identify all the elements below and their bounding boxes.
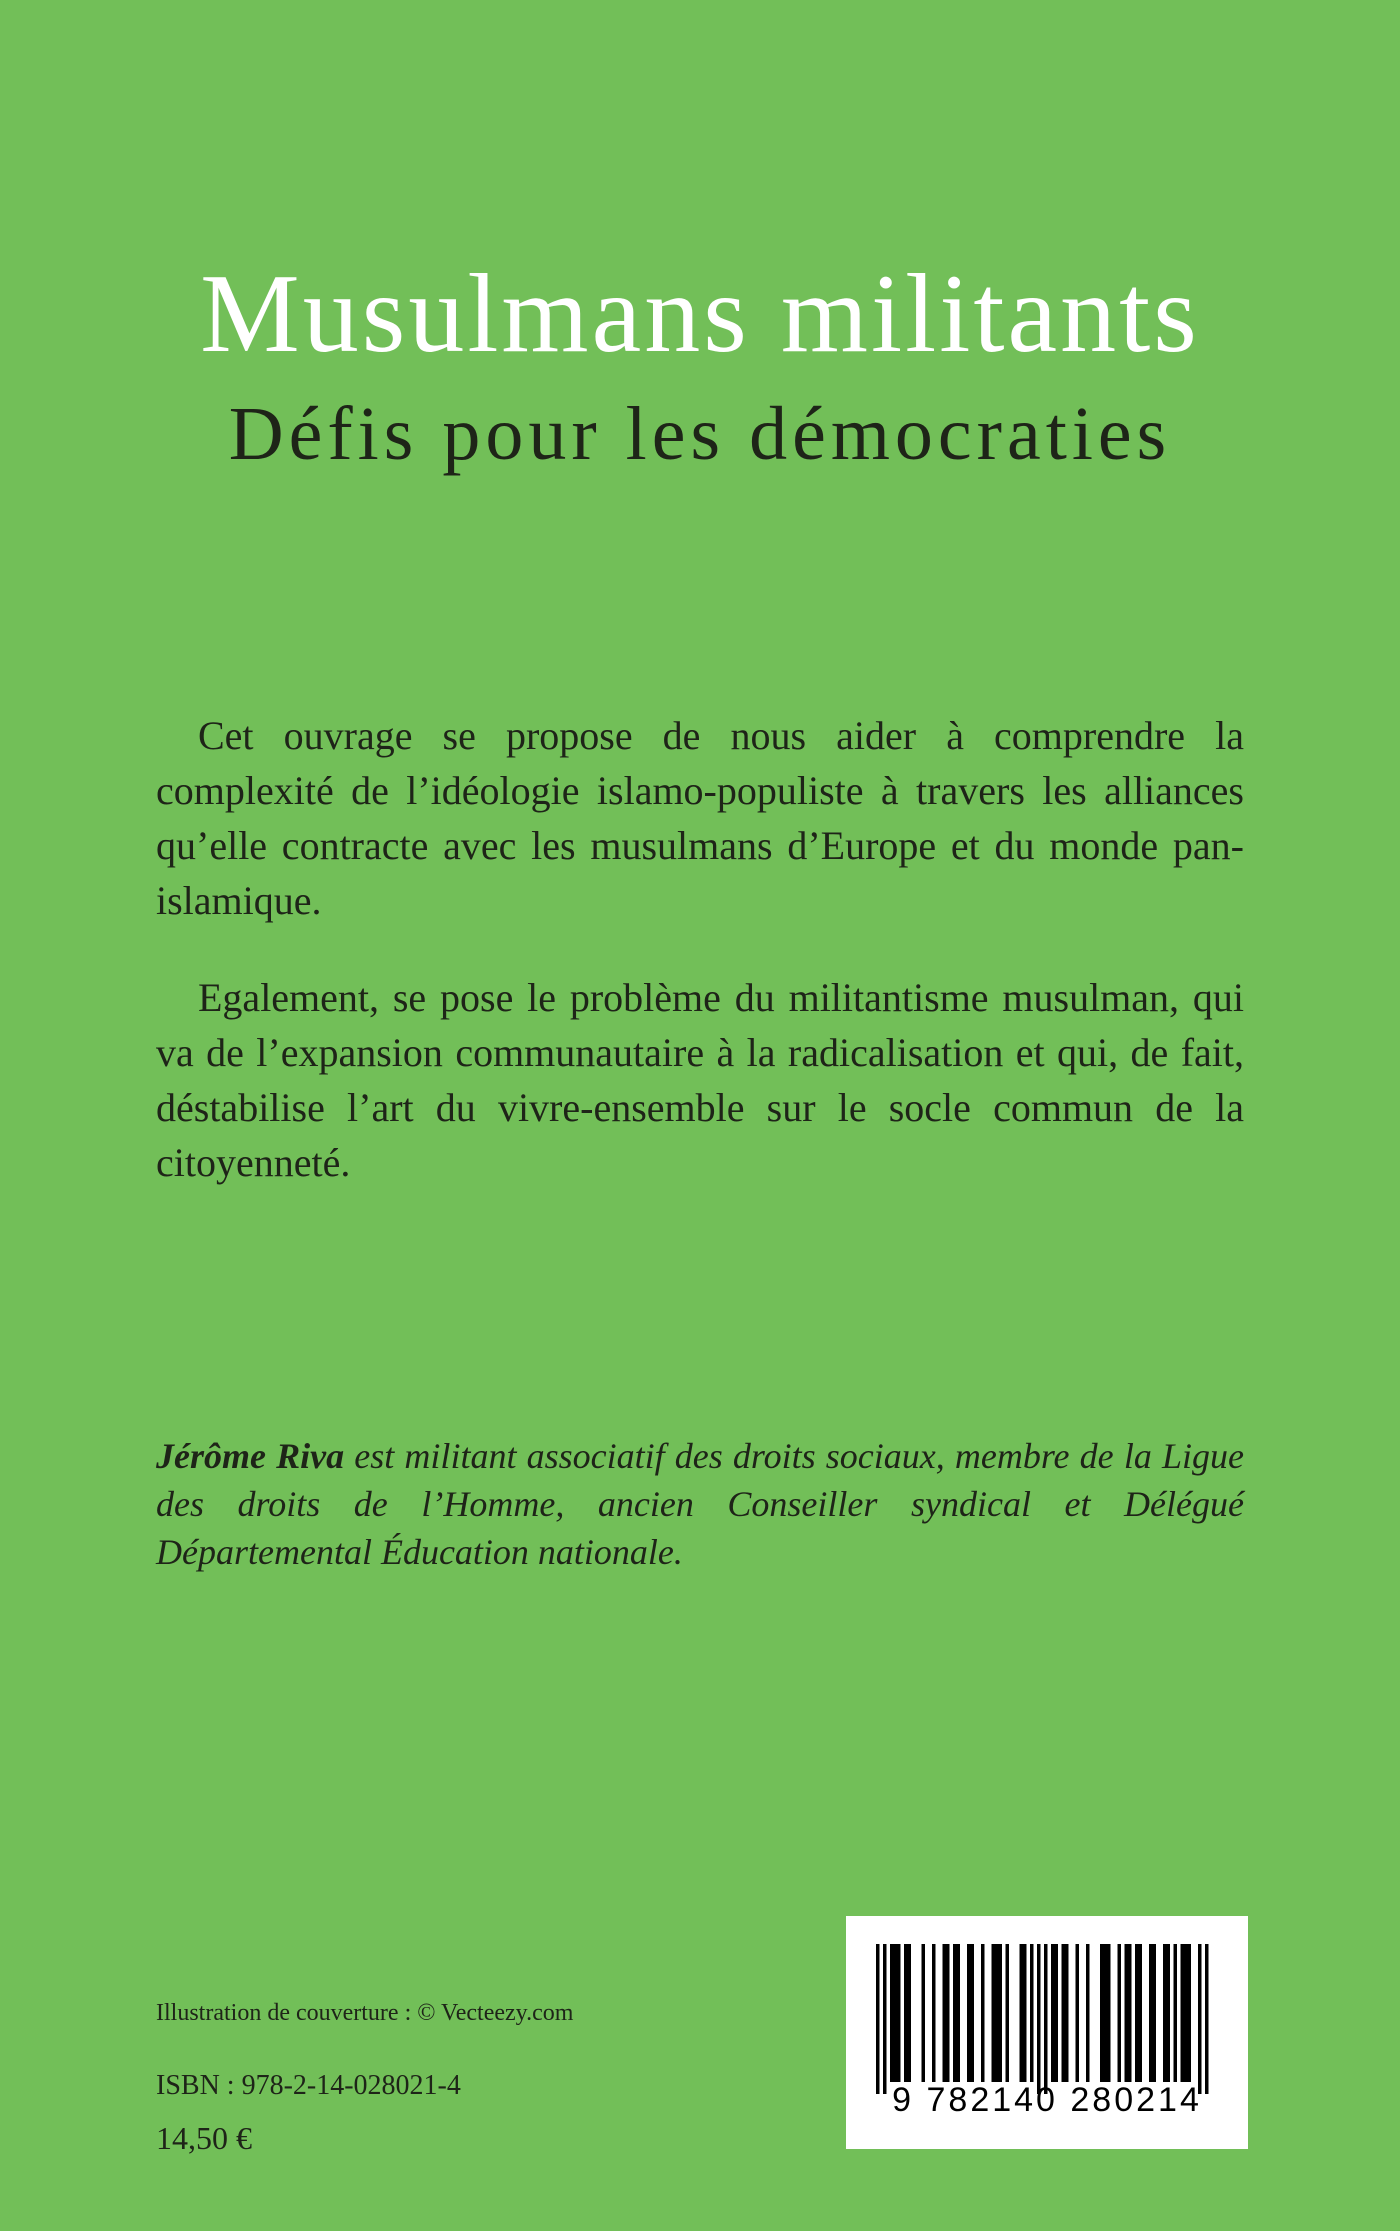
price: 14,50 €: [156, 2120, 252, 2156]
barcode-bar: [897, 1944, 901, 2082]
barcode-bar: [1030, 1944, 1034, 2082]
barcode-bar: [1149, 1944, 1153, 2082]
barcode-bar: [904, 1944, 908, 2082]
barcode-bar: [1044, 1944, 1048, 2094]
barcode-bar: [1006, 1944, 1010, 2082]
barcode-bar: [883, 1944, 887, 2094]
barcode-bar: [1128, 1944, 1132, 2082]
barcode-bar: [894, 1944, 898, 2082]
barcode-bar: [1184, 1944, 1188, 2082]
barcode-bar: [946, 1944, 950, 2082]
barcode-bar: [1139, 1944, 1143, 2082]
barcode-bar: [1205, 1944, 1209, 2094]
barcode-bar: [1153, 1944, 1157, 2082]
barcode-bar: [943, 1944, 947, 2082]
barcode-bar: [971, 1944, 975, 2082]
barcode-bar: [1086, 1944, 1090, 2082]
blurb-paragraph: Egalement, se pose le problème du militantisme musulman, qui va de l’expansion communautaire à la radicalisation et qui, de fait, déstabilise l’art du vivre-ensemble sur le socle commun de la citoyenneté.: [156, 975, 1244, 1185]
barcode-digits: 9 782140 280214: [892, 2081, 1202, 2119]
barcode-bar: [876, 1944, 880, 2094]
barcode-bar: [1051, 1944, 1055, 2082]
barcode-bar: [967, 1944, 971, 2082]
barcode-bar: [1055, 1944, 1059, 2082]
illustration-credit: Illustration de couverture : © Vecteezy.com: [156, 2000, 574, 2026]
barcode-bar: [1163, 1944, 1167, 2082]
barcode-bar: [981, 1944, 985, 2082]
barcode-bar: [992, 1944, 996, 2082]
barcode-bar: [1118, 1944, 1122, 2082]
barcode-bar: [1135, 1944, 1139, 2082]
barcode-bar: [1062, 1944, 1066, 2082]
barcode-bar: [922, 1944, 926, 2082]
barcode-bar: [1181, 1944, 1185, 2082]
barcode-bar: [1037, 1944, 1041, 2094]
barcode-bar: [1188, 1944, 1192, 2082]
author-bio: [156, 1432, 1244, 1576]
barcode-bar: [1065, 1944, 1069, 2082]
barcode-bar: [1125, 1944, 1129, 2082]
barcode-bar: [1198, 1944, 1202, 2094]
book-subtitle: Défis pour les démocraties: [228, 392, 1172, 476]
barcode-bar: [999, 1944, 1003, 2082]
isbn: ISBN : 978-2-14-028021-4: [156, 2070, 461, 2101]
barcode-bar: [908, 1944, 912, 2082]
author-bio-text: est militant associatif des droits sociaux, membre de la Ligue des droits de l’Homme, ancien Conseiller syndical et Délégué Départemental Éducation nationale.: [156, 1436, 1244, 1572]
barcode-bar: [1104, 1944, 1108, 2082]
blurb: [156, 708, 1244, 1232]
barcode-bar: [1023, 1944, 1027, 2082]
barcode-bar: [957, 1944, 961, 2082]
book-title: Musulmans militants: [200, 252, 1200, 376]
barcode-bar: [1107, 1944, 1111, 2082]
barcode-bar: [890, 1944, 894, 2082]
barcode-bar: [932, 1944, 936, 2082]
barcode-bar: [1020, 1944, 1024, 2082]
barcode-bar: [995, 1944, 999, 2082]
author-name: Jérôme Riva: [156, 1436, 345, 1476]
barcode-bar: [1076, 1944, 1080, 2082]
blurb-paragraph: Cet ouvrage se propose de nous aider à comprendre la complexité de l’idéologie islamo-populiste à travers les alliances qu’elle contracte avec les musulmans d’Europe et du monde pan-islamique.: [156, 713, 1244, 923]
barcode-bar: [953, 1944, 957, 2082]
barcode-bar: [1174, 1944, 1178, 2082]
barcode: [846, 1916, 1248, 2149]
barcode-bar: [1167, 1944, 1171, 2082]
barcode-bar: [1100, 1944, 1104, 2082]
